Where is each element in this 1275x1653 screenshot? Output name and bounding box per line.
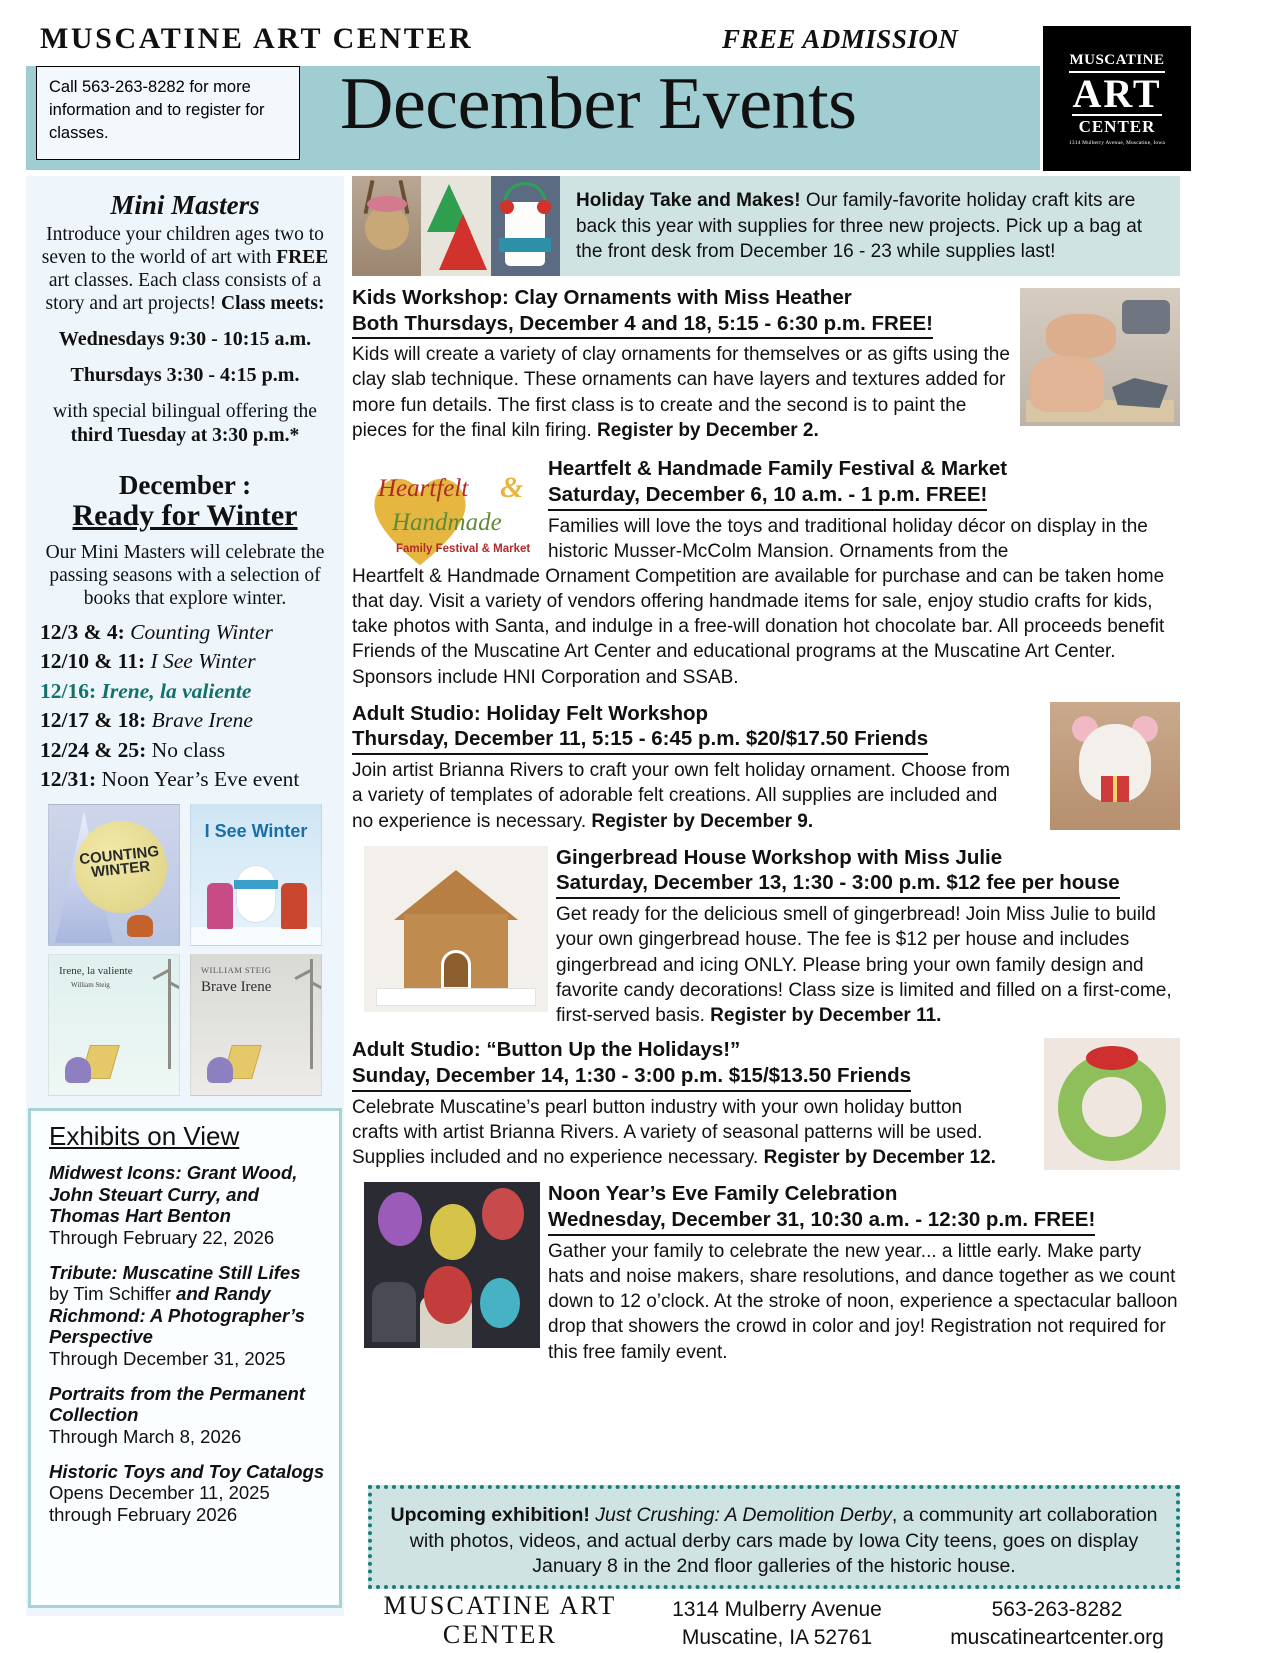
exhibits-title: Exhibits on View — [49, 1121, 240, 1151]
upcoming-text — [388, 1503, 1160, 1580]
exhibit-item — [49, 1162, 325, 1249]
reindeer-face-shape — [365, 206, 409, 250]
snowman-shape — [236, 865, 276, 923]
earmuff-shape — [537, 200, 551, 214]
person-shape — [372, 1282, 416, 1342]
event-body — [548, 514, 1180, 566]
exhibit-item — [49, 1461, 325, 1526]
scarf-shape — [499, 238, 551, 252]
bare-tree-shape — [168, 959, 171, 1069]
event-register-note: Register by December 12. — [763, 1147, 996, 1169]
book-title: I See Winter — [150, 649, 256, 674]
girl-figure — [207, 1057, 233, 1083]
theme-description: Our Mini Masters will celebrate the passing seasons with a selection of books that explore winter. — [45, 541, 325, 610]
bilingual-part2: third Tuesday at 3:30 p.m.* — [70, 424, 300, 446]
event-holiday-felt — [352, 702, 1192, 834]
book-title: Irene, la valiente — [101, 678, 252, 703]
footer-phone: 563-263-8282 — [991, 1598, 1123, 1621]
book-list-item — [40, 647, 344, 676]
event-register-note: Register by December 11. — [710, 1005, 942, 1027]
event-title: Kids Workshop: Clay Ornaments with Miss Heather — [352, 286, 852, 309]
take-and-makes-text — [560, 176, 1180, 276]
book-title: Noon Year’s Eve event — [101, 767, 300, 791]
logo-subtitle: Family Festival & Market — [396, 543, 531, 556]
reindeer-ornament-photo — [352, 176, 421, 276]
mini-masters-title: Mini Masters — [110, 190, 260, 220]
event-description-start: Families will love the toys and traditional holiday décor on display in the historic Musser-McColm Mansion. Ornaments from the — [548, 515, 1148, 562]
take-and-makes-lead: Holiday Take and Makes! — [576, 190, 801, 211]
mm-intro-part1: Introduce your children ages two to seven to the world of art with — [41, 224, 324, 268]
event-title: Gingerbread House Workshop with Miss Julie — [556, 845, 1003, 869]
event-title: Adult Studio: “Button Up the Holidays!” — [352, 1038, 741, 1062]
upcoming-lead: Upcoming exhibition! — [390, 1504, 590, 1526]
org-name: MUSCATINE ART CENTER — [40, 22, 474, 55]
event-when: Both Thursdays, December 4 and 18, 5:15 - 6:30 p.m. FREE! — [352, 311, 933, 340]
holiday-take-and-makes-banner — [352, 176, 1180, 276]
event-gingerbread-house — [352, 846, 1192, 1029]
event-description: Join artist Brianna Rivers to craft your own felt holiday ornament. Choose from a variety of templates of adorable felt creations. All supplies are included and no experience is necessary. — [352, 760, 1010, 832]
december-label: December : — [118, 469, 252, 500]
heartfelt-handmade-logo — [360, 457, 544, 575]
roof-shape — [394, 870, 518, 920]
earmuff-shape — [500, 200, 514, 214]
book-date: 12/17 & 18: — [40, 708, 152, 733]
take-and-makes-photos — [352, 176, 560, 276]
exhibit-name: Historic Toys and Toy Catalogs — [49, 1460, 325, 1482]
event-body — [352, 1095, 1012, 1171]
exhibits-list — [49, 1162, 325, 1526]
event-when: Wednesday, December 31, 10:30 a.m. - 12:30 p.m. FREE! — [548, 1207, 1095, 1236]
exhibit-name-secondary: and Randy Richmond: A Photographer’s Perspective — [49, 1283, 305, 1348]
book-list-item — [40, 736, 344, 765]
book-title: Brave Irene — [151, 708, 253, 733]
book-title: Counting Winter — [130, 619, 273, 644]
snow-ground — [191, 927, 321, 945]
event-description: Get ready for the delicious smell of gingerbread! Join Miss Julie to build your own gingerbread house. The fee is $12 per house and includes gingerbread and icing ONLY. Please bring your own family design and favorite candy decorations! Class size is limited and filled on a first-come, first-served basis. — [556, 904, 1172, 1027]
footer-address — [652, 1596, 902, 1653]
muscatine-art-center-logo — [1043, 26, 1191, 171]
upcoming-exhibition-box — [368, 1485, 1180, 1589]
bilingual-note — [26, 400, 344, 448]
event-body — [556, 902, 1180, 1028]
book-list-item — [40, 618, 344, 647]
masthead — [0, 0, 1275, 172]
call-info-box: Call 563-263-8282 for more information and to register for classes. — [36, 66, 300, 160]
exhibit-name: Portraits from the Permanent Collection — [49, 1382, 305, 1426]
exhibit-item — [49, 1262, 325, 1370]
event-description: Gather your family to celebrate the new year... a little early. Make party hats and noise makers, share resolutions, and dance together as we count down to 12 o’clock. At the stroke of noon, experience a spectacular balloon drop that showers the crowd in color and joy! Registration not required for this free family event. — [548, 1240, 1178, 1363]
gift-box-shape — [1101, 776, 1129, 802]
exhibit-name-plain: by Tim Schiffer — [49, 1283, 177, 1305]
red-tree-shape — [439, 214, 487, 270]
exhibit-dates: Through February 22, 2026 — [49, 1226, 275, 1248]
event-heartfelt-handmade — [352, 457, 1192, 690]
event-body-continued — [352, 564, 1180, 690]
brave-irene-author: WILLIAM STEIG — [201, 965, 272, 976]
schedule-thursday: Thursdays 3:30 - 4:15 p.m. — [70, 364, 300, 386]
logo-bottom-word: CENTER — [1078, 116, 1156, 136]
clay-ornament-workshop-photo — [1020, 288, 1180, 426]
door-shape — [441, 950, 471, 990]
event-when: Thursday, December 11, 5:15 - 6:45 p.m. $20/$17.50 Friends — [352, 726, 928, 755]
felt-mouse-ornament-photo — [1050, 702, 1180, 830]
event-body — [548, 1239, 1180, 1365]
logo-ampersand: & — [500, 471, 524, 505]
exhibit-dates: Opens December 11, 2025 through February 2026 — [49, 1482, 270, 1525]
hand-shape — [1030, 356, 1104, 412]
event-description-rest: Heartfelt & Handmade Ornament Competition are available for purchase and can be taken home that day. Visit a variety of vendors offering handmade items for sale, enjoy studio crafts for kids, take photos with Santa, and indulge in a free-will donation hot chocolate bar. All proceeds benefit Friends of the Muscatine Art Center and educational programs at the Muscatine Art Center. Sponsors include HNI Corporation and SSAB. — [352, 565, 1165, 688]
mini-masters-intro — [26, 221, 344, 315]
mm-class-meets: Class meets: — [221, 293, 325, 314]
bare-tree-shape — [310, 959, 313, 1069]
event-title: Heartfelt & Handmade Family Festival & Market — [548, 457, 1008, 481]
child-figure-left — [207, 883, 233, 929]
tree-ornaments-photo — [421, 176, 490, 276]
i-see-winter-cover-title: I See Winter — [204, 821, 308, 842]
logo-address: 1314 Mulberry Avenue, Muscatine, Iowa — [1069, 139, 1165, 146]
footer-address-line2: Muscatine, IA 52761 — [681, 1626, 873, 1650]
logo-word-handmade: Handmade — [392, 509, 502, 537]
book-list-item — [40, 706, 344, 735]
bow-shape — [367, 196, 407, 212]
footer-website[interactable]: muscatineartcenter.org — [950, 1626, 1164, 1650]
clay-slab-shape — [1122, 300, 1170, 334]
child-figure-right — [281, 883, 307, 929]
mm-free-word: FREE — [276, 247, 329, 268]
schedule-wednesday: Wednesdays 9:30 - 10:15 a.m. — [58, 328, 312, 350]
brave-irene-cover — [190, 954, 322, 1096]
page-title: December Events — [340, 63, 857, 145]
event-body — [352, 342, 1012, 443]
bilingual-part1: with special bilingual offering the — [53, 401, 317, 422]
balloon-shape — [424, 1266, 472, 1324]
main-content — [352, 176, 1192, 1365]
event-clay-ornaments — [352, 286, 1192, 443]
event-register-note: Register by December 9. — [591, 810, 814, 832]
upcoming-title: Just Crushing: A Demolition Derby — [589, 1504, 892, 1526]
december-theme: Ready for Winter — [72, 498, 298, 532]
irene-cover-title: Irene, la valiente — [59, 965, 133, 978]
balloon-shape — [378, 1192, 422, 1246]
fox-shape — [127, 915, 153, 937]
event-when: Saturday, December 13, 1:30 - 3:00 p.m. $12 fee per house — [556, 870, 1120, 899]
free-admission-label: FREE ADMISSION — [722, 24, 959, 54]
footer-name-line1: MUSCATINE ART — [383, 1591, 617, 1620]
irene-la-valiente-cover — [48, 954, 180, 1096]
book-date: 12/10 & 11: — [40, 649, 151, 674]
event-description: Celebrate Muscatine’s pearl button industry with your own holiday button crafts with artist Brianna Rivers. A variety of seasonal patterns will be used. Supplies included and no experience necessary. — [352, 1096, 983, 1169]
logo-word-heartfelt: Heartfelt — [378, 475, 469, 503]
take-and-makes-body: Our family-favorite holiday craft kits are back this year with supplies for three new projects. Pick up a bag at the front desk from December 16 - 23 while supplies last! — [576, 190, 1143, 263]
exhibit-name: Tribute: Muscatine Still Lifes — [49, 1261, 301, 1283]
snowman-ornament-photo — [491, 176, 560, 276]
book-date: 12/3 & 4: — [40, 619, 131, 644]
book-covers-grid — [26, 804, 344, 1096]
event-when: Sunday, December 14, 1:30 - 3:00 p.m. $15/$13.50 Friends — [352, 1063, 911, 1092]
book-list-item — [40, 677, 344, 706]
event-register-note: Register by December 2. — [597, 420, 819, 442]
button-wreath-photo — [1044, 1038, 1180, 1170]
event-noon-years-eve — [352, 1182, 1192, 1365]
balloon-shape — [482, 1188, 524, 1240]
page-footer — [352, 1592, 1192, 1650]
footer-name-line2: CENTER — [442, 1619, 558, 1649]
footer-org-name — [370, 1592, 630, 1649]
balloon-shape — [430, 1204, 476, 1260]
upcoming-body: , a community art collaboration with photos, videos, and actual derby cars made by Iowa City teens, goes on display January 8 in the 2nd floor galleries of the historic house. — [409, 1504, 1158, 1578]
logo-top-word: MUSCATINE — [1069, 52, 1164, 73]
event-body — [352, 758, 1012, 834]
exhibit-dates: Through December 31, 2025 — [49, 1348, 286, 1370]
exhibit-item — [49, 1383, 325, 1448]
base-plate-shape — [376, 988, 536, 1006]
brave-irene-title: Brave Irene — [201, 979, 272, 996]
book-list-item — [40, 765, 344, 794]
book-title: No class — [151, 737, 226, 762]
i-see-winter-cover — [190, 804, 322, 946]
event-button-up — [352, 1038, 1192, 1170]
book-date: 12/31: — [40, 767, 102, 791]
hand-shape — [1046, 314, 1116, 358]
irene-cover-author: William Steig — [71, 981, 110, 990]
exhibit-dates: Through March 8, 2026 — [49, 1426, 242, 1448]
counting-winter-cover — [48, 804, 180, 946]
exhibit-name: Midwest Icons: Grant Wood, John Steuart Curry, and Thomas Hart Benton — [49, 1162, 298, 1227]
footer-contact — [922, 1596, 1192, 1653]
event-when: Saturday, December 6, 10 a.m. - 1 p.m. FREE! — [548, 482, 987, 511]
logo-mid-word: ART — [1072, 70, 1162, 116]
clay-slab-shape — [1112, 378, 1168, 408]
footer-address-line1: 1314 Mulberry Avenue — [672, 1598, 882, 1621]
exhibits-on-view-panel — [28, 1108, 342, 1608]
event-description: Kids will create a variety of clay ornaments for themselves or as gifts using the clay slab technique. These ornaments can have layers and textures added for more fun details. The first class is to create and the second is to paint the pieces for the final kiln firing. — [352, 344, 1010, 442]
scarf-shape — [234, 880, 278, 889]
event-title: Noon Year’s Eve Family Celebration — [548, 1182, 898, 1206]
event-title: Adult Studio: Holiday Felt Workshop — [352, 701, 709, 725]
balloon-drop-photo — [364, 1182, 540, 1348]
mm-intro-part2: art classes. Each class consists of a story and art projects! — [45, 270, 322, 314]
book-schedule-list — [26, 618, 344, 795]
book-date: 12/24 & 25: — [40, 737, 152, 762]
book-date: 12/16: — [40, 678, 102, 703]
counting-winter-cover-title: COUNTING WINTER — [78, 843, 160, 882]
gingerbread-house-photo — [364, 846, 548, 1012]
balloon-shape — [480, 1278, 520, 1328]
red-bow-shape — [1086, 1046, 1138, 1070]
girl-figure — [65, 1057, 91, 1083]
